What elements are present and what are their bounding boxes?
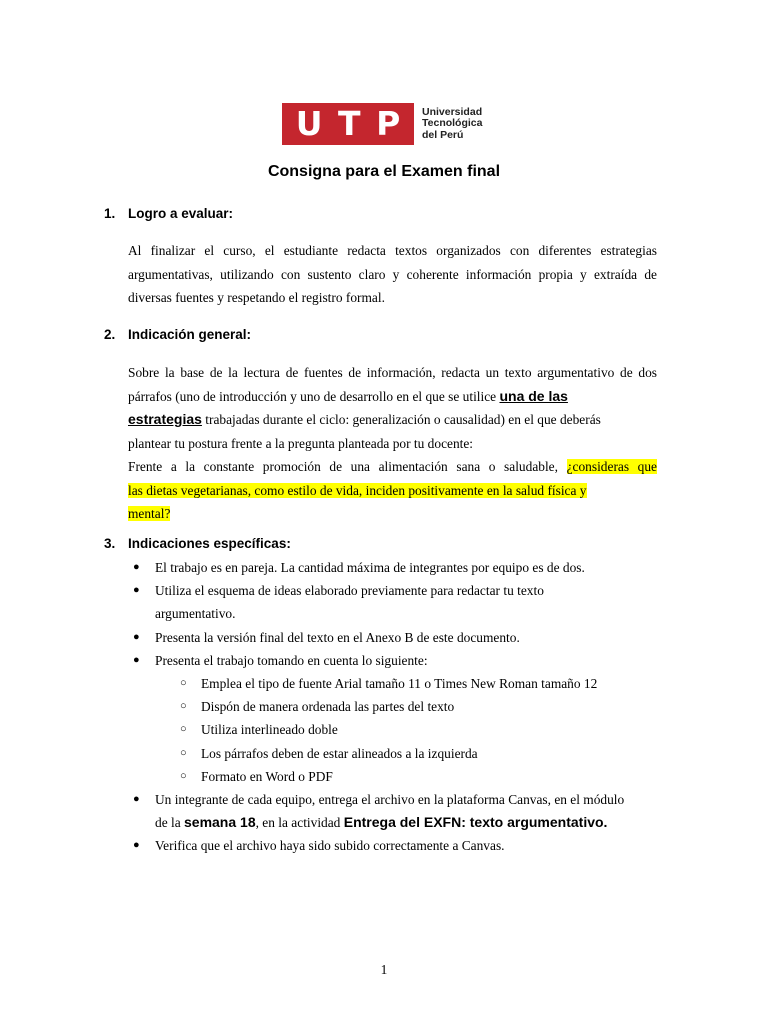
sub-list-item-text: Dispón de manera ordenada las partes del texto [201, 699, 455, 715]
sub-list-item-text: Los párrafos deben de estar alineados a la izquierda [201, 745, 478, 761]
list-item [128, 556, 668, 579]
list-item-continuation [128, 602, 668, 625]
emphasis-text: Entrega del EXFN: texto argumentativo. [343, 814, 608, 831]
bullet-icon: ● [133, 793, 140, 806]
logo-letter-p: P [376, 104, 401, 143]
emphasis-text: semana 18 [184, 814, 256, 831]
logo-wordmark [422, 107, 482, 142]
sub-list-item [128, 672, 668, 695]
paragraph-text: trabajadas durante el ciclo: generalización o causalidad) en el que deberás [201, 412, 601, 427]
highlighted-question: las dietas vegetarianas, como estilo de vida, inciden positivamente en la salud física y [128, 482, 587, 498]
list-item-text: de la [155, 815, 184, 831]
document-title: Consigna para el Examen final [267, 163, 501, 180]
highlighted-question: ¿consideras que [566, 459, 657, 474]
circle-bullet-icon: ○ [180, 723, 187, 736]
paragraph-line [128, 502, 657, 526]
bullet-icon: ● [133, 653, 140, 666]
paragraph-line: diversas fuentes y respetando el registro formal. [128, 290, 385, 305]
list-item-text: Verifica que el archivo haya sido subido correctamente a Canvas. [155, 838, 505, 854]
sub-list-item [128, 742, 668, 765]
circle-bullet-icon: ○ [180, 677, 187, 690]
paragraph-line: Al finalizar el curso, el estudiante redacta textos organizados con diferentes estrategias [128, 243, 657, 258]
logo-mark [282, 103, 414, 145]
section-2-title: Indicación general: [128, 327, 252, 342]
paragraph-line [128, 385, 657, 409]
paragraph-line: argumentativas, utilizando con sustento claro y coherente información propia y extraída de [128, 266, 657, 282]
logo-line-2: Tecnológica [422, 117, 483, 130]
section-3-number: 3. [104, 536, 116, 551]
list-item [128, 834, 668, 857]
circle-bullet-icon: ○ [180, 700, 187, 713]
utp-logo [282, 103, 482, 145]
page-number: 1 [380, 962, 388, 977]
sub-list-item [128, 695, 668, 718]
list-item [128, 788, 668, 811]
paragraph-line [128, 479, 657, 503]
sub-list-item [128, 718, 668, 741]
list-item-text: Presenta la versión final del texto en el Anexo B de este documento. [155, 629, 520, 645]
section-1-paragraph [128, 239, 657, 310]
sub-list-item-text: Utiliza interlineado doble [201, 722, 338, 738]
section-1-heading [104, 206, 233, 221]
section-3-heading [104, 536, 291, 551]
list-item-continuation [128, 811, 668, 834]
section-2-number: 2. [104, 327, 116, 342]
paragraph-line [128, 408, 657, 432]
list-item-text: , en la actividad [255, 815, 344, 831]
bullet-icon: ● [133, 561, 140, 573]
paragraph-line: Sobre la base de la lectura de fuentes de información, redacta un texto argumentativo de dos [128, 365, 657, 380]
list-item-text: Un integrante de cada equipo, entrega el archivo en la plataforma Canvas, en el módulo [155, 792, 625, 808]
list-item-text: argumentativo. [155, 606, 236, 622]
list-item-text: Presenta el trabajo tomando en cuenta lo siguiente: [155, 652, 428, 668]
specific-instructions-list [128, 556, 668, 858]
section-3-title: Indicaciones específicas: [128, 536, 291, 551]
emphasis-text: estrategias [128, 411, 202, 427]
logo-letter-u: U [295, 104, 323, 143]
list-item-text: Utiliza el esquema de ideas elaborado previamente para redactar tu texto [155, 583, 544, 599]
bullet-icon: ● [133, 584, 140, 597]
section-2-heading [104, 327, 251, 342]
highlighted-question: mental? [128, 506, 171, 521]
section-1-title: Logro a evaluar: [128, 206, 234, 221]
logo-line-1: Universidad [422, 105, 483, 118]
list-item-text: El trabajo es en pareja. La cantidad máxima de integrantes por equipo es de dos. [155, 560, 585, 575]
logo-line-3: del Perú [422, 128, 464, 141]
circle-bullet-icon: ○ [180, 746, 187, 759]
sub-list-item-text: Formato en Word o PDF [201, 768, 333, 784]
logo-letter-t: T [338, 104, 361, 143]
paragraph-line [128, 455, 657, 479]
list-item [128, 579, 668, 602]
emphasis-text: una de las [499, 387, 568, 404]
paragraph-text: párrafos (uno de introducción y uno de desarrollo en el que se utilice [128, 388, 500, 404]
paragraph-text: Frente a la constante promoción de una alimentación sana o saludable, [128, 459, 567, 474]
paragraph-line: plantear tu postura frente a la pregunta planteada por tu docente: [128, 435, 474, 451]
circle-bullet-icon: ○ [180, 769, 187, 782]
list-item [128, 649, 668, 672]
bullet-icon: ● [133, 630, 140, 643]
sub-list-item [128, 765, 668, 788]
section-1-number: 1. [104, 206, 116, 221]
sub-list-item-text: Emplea el tipo de fuente Arial tamaño 11 o Times New Roman tamaño 12 [201, 676, 598, 692]
bullet-icon: ● [133, 839, 140, 852]
section-2-paragraph [128, 361, 657, 526]
list-item [128, 626, 668, 649]
